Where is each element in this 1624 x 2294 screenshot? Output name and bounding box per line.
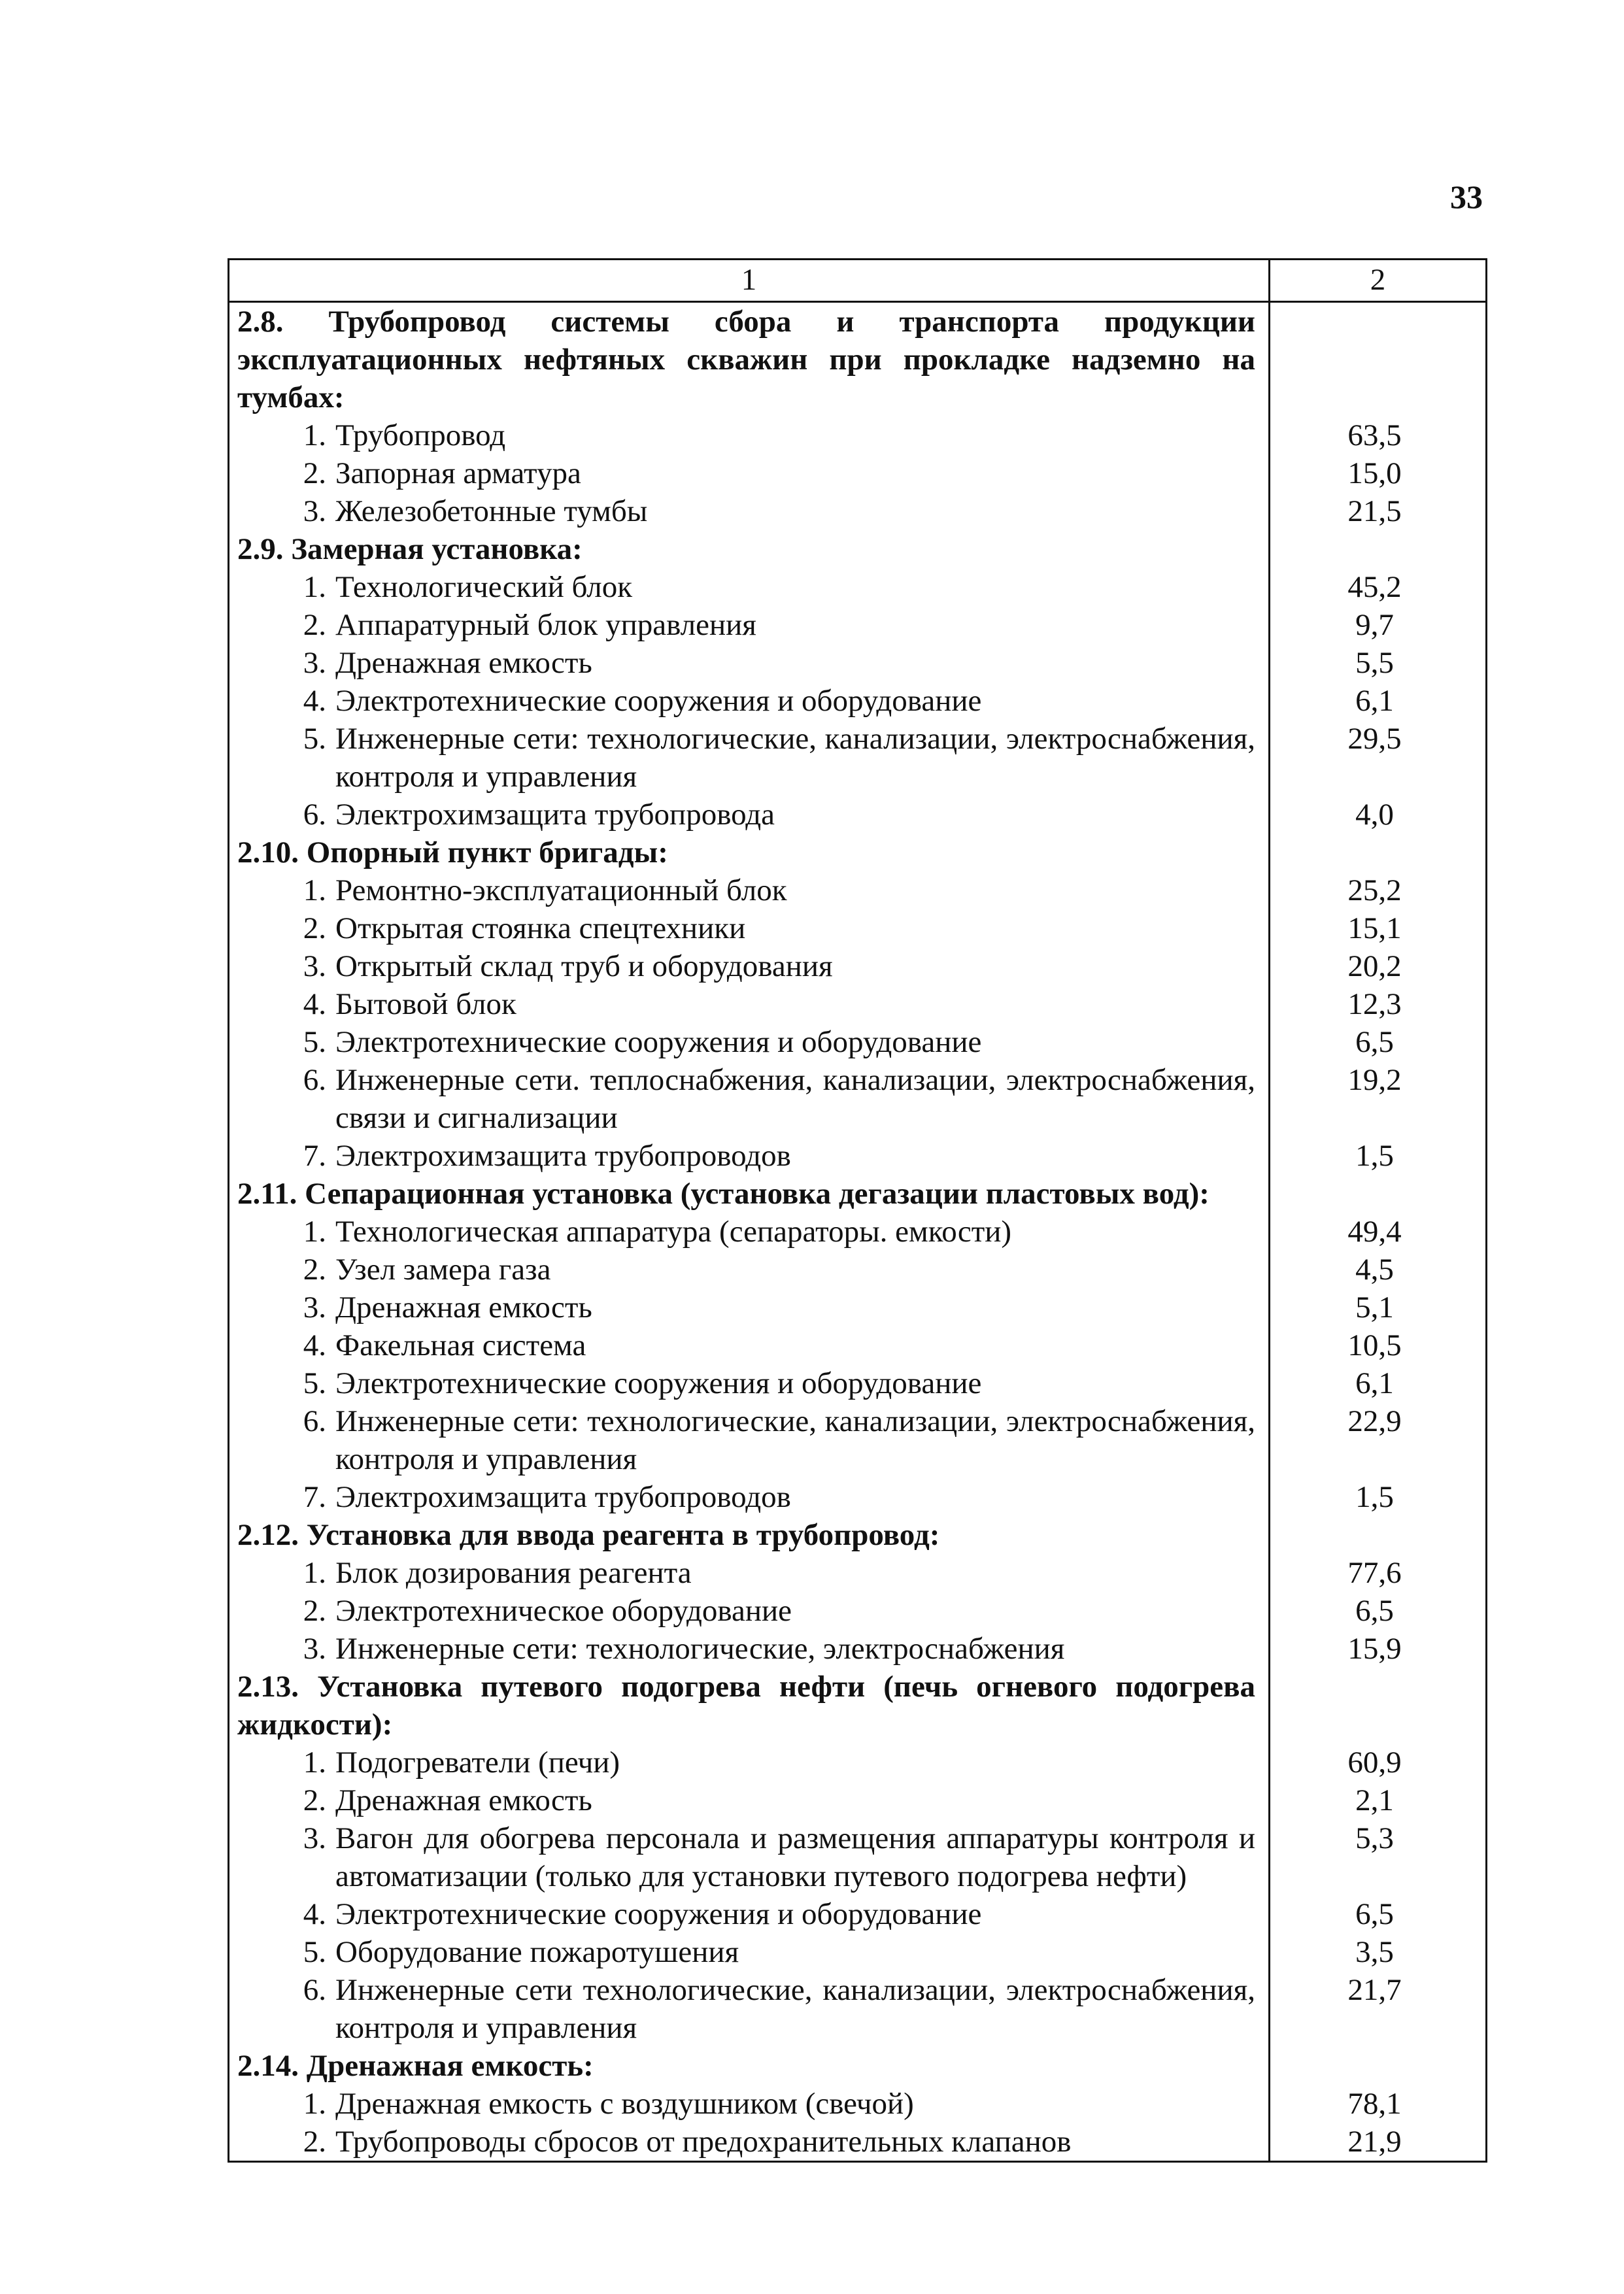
list-item	[229, 985, 1268, 1023]
item-value: 6,1	[1270, 1364, 1487, 1402]
item-cell	[229, 1289, 1270, 1326]
item-cell	[229, 1137, 1270, 1175]
table-row	[229, 947, 1487, 985]
item-cell	[229, 720, 1270, 796]
table-row	[229, 1933, 1487, 1971]
item-cell	[229, 1592, 1270, 1630]
list-item	[229, 1630, 1268, 1668]
table-row	[229, 2123, 1487, 2162]
item-text: Электрохимзащита трубопровода	[335, 798, 775, 832]
section-title: 2.14. Дренажная емкость:	[229, 2047, 1270, 2085]
list-item	[229, 1554, 1268, 1592]
item-value: 78,1	[1270, 2085, 1487, 2123]
item-value: 49,4	[1270, 1213, 1487, 1251]
item-number: 4.	[303, 987, 326, 1021]
item-number: 5.	[303, 1025, 326, 1059]
table-row	[229, 909, 1487, 947]
item-cell	[229, 1933, 1270, 1971]
table-row	[229, 1364, 1487, 1402]
list-item	[229, 1744, 1268, 1781]
item-value: 3,5	[1270, 1933, 1487, 1971]
item-value: 2,1	[1270, 1781, 1487, 1819]
list-item	[229, 909, 1268, 947]
table-row	[229, 2085, 1487, 2123]
item-number: 1.	[303, 1215, 326, 1249]
section-row	[229, 530, 1487, 568]
section-title: 2.9. Замерная установка:	[229, 530, 1270, 568]
item-number: 3.	[303, 1821, 326, 1855]
item-value: 5,5	[1270, 644, 1487, 682]
item-value: 1,5	[1270, 1137, 1487, 1175]
item-text: Факельная система	[335, 1328, 586, 1362]
item-value: 20,2	[1270, 947, 1487, 985]
list-item	[229, 644, 1268, 682]
item-cell	[229, 2123, 1270, 2162]
item-cell	[229, 1478, 1270, 1516]
item-number: 7.	[303, 1139, 326, 1173]
list-item	[229, 1289, 1268, 1326]
column-header-1: 1	[229, 260, 1270, 302]
item-number: 3.	[303, 949, 326, 983]
item-text: Инженерные сети: технологические, электроснабжения	[335, 1632, 1065, 1666]
item-number: 5.	[303, 1935, 326, 1969]
item-text: Инженерные сети технологические, канализации, электроснабжения, контроля и управления	[335, 1973, 1255, 2045]
item-cell	[229, 644, 1270, 682]
item-cell	[229, 985, 1270, 1023]
item-number: 3.	[303, 1290, 326, 1324]
list-item	[229, 1326, 1268, 1364]
item-value: 21,5	[1270, 492, 1487, 530]
section-value-cell	[1270, 834, 1487, 871]
item-number: 5.	[303, 1366, 326, 1400]
item-text: Дренажная емкость с воздушником (свечой)	[335, 2087, 914, 2121]
item-value: 1,5	[1270, 1478, 1487, 1516]
list-item	[229, 1023, 1268, 1061]
list-item	[229, 1933, 1268, 1971]
item-value: 21,7	[1270, 1971, 1487, 2047]
list-item	[229, 568, 1268, 606]
table-row	[229, 1819, 1487, 1895]
item-text: Инженерные сети: технологические, канализации, электроснабжения, контроля и управления	[335, 1404, 1255, 1476]
item-text: Электротехнические сооружения и оборудование	[335, 684, 982, 718]
item-text: Дренажная емкость	[335, 1783, 592, 1817]
item-cell	[229, 454, 1270, 492]
section-title: 2.11. Сепарационная установка (установка дегазации пластовых вод):	[229, 1175, 1270, 1213]
item-number: 6.	[303, 1973, 326, 2007]
item-cell	[229, 416, 1270, 454]
item-value: 15,1	[1270, 909, 1487, 947]
table-row	[229, 720, 1487, 796]
list-item	[229, 1061, 1268, 1137]
table-row	[229, 1326, 1487, 1364]
table-row	[229, 1630, 1487, 1668]
item-text: Инженерные сети. теплоснабжения, канализации, электроснабжения, связи и сигнализации	[335, 1063, 1255, 1135]
section-title: 2.8. Трубопровод системы сбора и транспорта продукции эксплуатационных нефтяных скважин при прокладке надземно на тумбах:	[229, 302, 1270, 417]
item-value: 5,1	[1270, 1289, 1487, 1326]
item-text: Узел замера газа	[335, 1253, 551, 1287]
table-row	[229, 1744, 1487, 1781]
table-row	[229, 682, 1487, 720]
table-row	[229, 1592, 1487, 1630]
item-cell	[229, 1819, 1270, 1895]
list-item	[229, 454, 1268, 492]
item-value: 60,9	[1270, 1744, 1487, 1781]
item-text: Подогреватели (печи)	[335, 1746, 620, 1780]
table-row	[229, 1971, 1487, 2047]
item-value: 4,5	[1270, 1251, 1487, 1289]
item-value: 4,0	[1270, 796, 1487, 834]
item-text: Электрохимзащита трубопроводов	[335, 1480, 791, 1514]
item-text: Железобетонные тумбы	[335, 494, 648, 528]
item-cell	[229, 1251, 1270, 1289]
item-number: 2.	[303, 456, 326, 490]
table-row	[229, 1895, 1487, 1933]
item-number: 6.	[303, 1404, 326, 1438]
table-row	[229, 454, 1487, 492]
item-text: Оборудование пожаротушения	[335, 1935, 739, 1969]
table-row	[229, 871, 1487, 909]
item-text: Запорная арматура	[335, 456, 581, 490]
item-number: 1.	[303, 570, 326, 604]
table-row	[229, 416, 1487, 454]
item-value: 6,1	[1270, 682, 1487, 720]
item-cell	[229, 1744, 1270, 1781]
item-number: 1.	[303, 2087, 326, 2121]
item-cell	[229, 1364, 1270, 1402]
section-title: 2.10. Опорный пункт бригады:	[229, 834, 1270, 871]
item-value: 63,5	[1270, 416, 1487, 454]
item-number: 6.	[303, 798, 326, 832]
item-text: Аппаратурный блок управления	[335, 608, 756, 642]
list-item	[229, 606, 1268, 644]
section-value-cell	[1270, 1175, 1487, 1213]
item-text: Открытый склад труб и оборудования	[335, 949, 833, 983]
item-cell	[229, 2085, 1270, 2123]
table-row	[229, 1137, 1487, 1175]
item-text: Инженерные сети: технологические, канализации, электроснабжения, контроля и управления	[335, 722, 1255, 794]
item-value: 45,2	[1270, 568, 1487, 606]
list-item	[229, 416, 1268, 454]
item-value: 22,9	[1270, 1402, 1487, 1478]
item-cell	[229, 1895, 1270, 1933]
section-value-cell	[1270, 1516, 1487, 1554]
item-text: Дренажная емкость	[335, 1290, 592, 1324]
item-cell	[229, 1781, 1270, 1819]
list-item	[229, 796, 1268, 834]
list-item	[229, 1971, 1268, 2047]
list-item	[229, 1819, 1268, 1895]
section-row	[229, 1175, 1487, 1213]
table-row	[229, 1213, 1487, 1251]
item-value: 25,2	[1270, 871, 1487, 909]
item-number: 1.	[303, 1556, 326, 1590]
item-value: 5,3	[1270, 1819, 1487, 1895]
table-row	[229, 1061, 1487, 1137]
item-text: Вагон для обогрева персонала и размещения аппаратуры контроля и автоматизации (только для установки путевого подогрева нефти)	[335, 1821, 1255, 1893]
item-cell	[229, 492, 1270, 530]
data-table	[228, 258, 1487, 2163]
item-cell	[229, 1061, 1270, 1137]
item-cell	[229, 796, 1270, 834]
item-number: 2.	[303, 608, 326, 642]
item-value: 15,0	[1270, 454, 1487, 492]
item-text: Электротехнические сооружения и оборудование	[335, 1025, 982, 1059]
section-value-cell	[1270, 302, 1487, 417]
table-row	[229, 1023, 1487, 1061]
item-number: 1.	[303, 418, 326, 452]
item-number: 1.	[303, 1746, 326, 1780]
item-value: 15,9	[1270, 1630, 1487, 1668]
section-title: 2.12. Установка для ввода реагента в трубопровод:	[229, 1516, 1270, 1554]
item-cell	[229, 1971, 1270, 2047]
list-item	[229, 1213, 1268, 1251]
item-cell	[229, 682, 1270, 720]
list-item	[229, 1251, 1268, 1289]
page-number: 33	[1450, 178, 1483, 215]
item-text: Технологическая аппаратура (сепараторы. емкости)	[335, 1215, 1012, 1249]
item-number: 2.	[303, 2125, 326, 2159]
item-text: Открытая стоянка спецтехники	[335, 911, 746, 945]
item-value: 77,6	[1270, 1554, 1487, 1592]
list-item	[229, 720, 1268, 796]
list-item	[229, 1592, 1268, 1630]
table-row	[229, 1781, 1487, 1819]
section-value-cell	[1270, 2047, 1487, 2085]
table-row	[229, 796, 1487, 834]
table-row	[229, 492, 1487, 530]
item-text: Ремонтно-эксплуатационный блок	[335, 873, 787, 907]
table-body	[229, 260, 1487, 2162]
table-row	[229, 1478, 1487, 1516]
section-title: 2.13. Установка путевого подогрева нефти (печь огневого подогрева жидкости):	[229, 1668, 1270, 1744]
list-item	[229, 2123, 1268, 2161]
list-item	[229, 1364, 1268, 1402]
list-item	[229, 1895, 1268, 1933]
table-row	[229, 1402, 1487, 1478]
item-text: Дренажная емкость	[335, 646, 592, 680]
item-value: 21,9	[1270, 2123, 1487, 2162]
item-number: 2.	[303, 1783, 326, 1817]
list-item	[229, 1478, 1268, 1516]
item-text: Электротехнические сооружения и оборудование	[335, 1366, 982, 1400]
table-row	[229, 644, 1487, 682]
item-value: 6,5	[1270, 1023, 1487, 1061]
item-number: 4.	[303, 1328, 326, 1362]
item-number: 4.	[303, 1897, 326, 1931]
table-row	[229, 1289, 1487, 1326]
section-value-cell	[1270, 530, 1487, 568]
table-row	[229, 606, 1487, 644]
item-number: 2.	[303, 911, 326, 945]
section-value-cell	[1270, 1668, 1487, 1744]
item-number: 3.	[303, 494, 326, 528]
item-cell	[229, 1213, 1270, 1251]
list-item	[229, 1781, 1268, 1819]
item-value: 19,2	[1270, 1061, 1487, 1137]
list-item	[229, 947, 1268, 985]
item-value: 10,5	[1270, 1326, 1487, 1364]
table-row	[229, 1251, 1487, 1289]
list-item	[229, 871, 1268, 909]
item-cell	[229, 947, 1270, 985]
item-number: 6.	[303, 1063, 326, 1097]
item-text: Бытовой блок	[335, 987, 516, 1021]
item-cell	[229, 568, 1270, 606]
section-row	[229, 834, 1487, 871]
item-value: 9,7	[1270, 606, 1487, 644]
item-cell	[229, 1554, 1270, 1592]
section-row	[229, 2047, 1487, 2085]
item-text: Трубопроводы сбросов от предохранительных клапанов	[335, 2125, 1072, 2159]
item-value: 6,5	[1270, 1592, 1487, 1630]
item-text: Электрохимзащита трубопроводов	[335, 1139, 791, 1173]
item-cell	[229, 909, 1270, 947]
list-item	[229, 1402, 1268, 1478]
item-number: 7.	[303, 1480, 326, 1514]
item-number: 3.	[303, 646, 326, 680]
table-row	[229, 1554, 1487, 1592]
item-text: Блок дозирования реагента	[335, 1556, 692, 1590]
item-text: Трубопровод	[335, 418, 506, 452]
section-row	[229, 302, 1487, 417]
item-number: 5.	[303, 722, 326, 756]
item-text: Электротехнические сооружения и оборудование	[335, 1897, 982, 1931]
item-value: 12,3	[1270, 985, 1487, 1023]
column-header-2: 2	[1270, 260, 1487, 302]
item-number: 1.	[303, 873, 326, 907]
item-value: 29,5	[1270, 720, 1487, 796]
item-cell	[229, 1630, 1270, 1668]
list-item	[229, 2085, 1268, 2123]
list-item	[229, 1137, 1268, 1175]
item-number: 2.	[303, 1253, 326, 1287]
table-row	[229, 568, 1487, 606]
item-text: Электротехническое оборудование	[335, 1594, 792, 1628]
item-number: 3.	[303, 1632, 326, 1666]
item-cell	[229, 1023, 1270, 1061]
item-text: Технологический блок	[335, 570, 633, 604]
item-value: 6,5	[1270, 1895, 1487, 1933]
list-item	[229, 682, 1268, 720]
item-number: 4.	[303, 684, 326, 718]
item-number: 2.	[303, 1594, 326, 1628]
item-cell	[229, 1326, 1270, 1364]
section-row	[229, 1516, 1487, 1554]
list-item	[229, 492, 1268, 530]
section-row	[229, 1668, 1487, 1744]
table-row	[229, 985, 1487, 1023]
item-cell	[229, 606, 1270, 644]
table-header-row	[229, 260, 1487, 302]
item-cell	[229, 1402, 1270, 1478]
item-cell	[229, 871, 1270, 909]
